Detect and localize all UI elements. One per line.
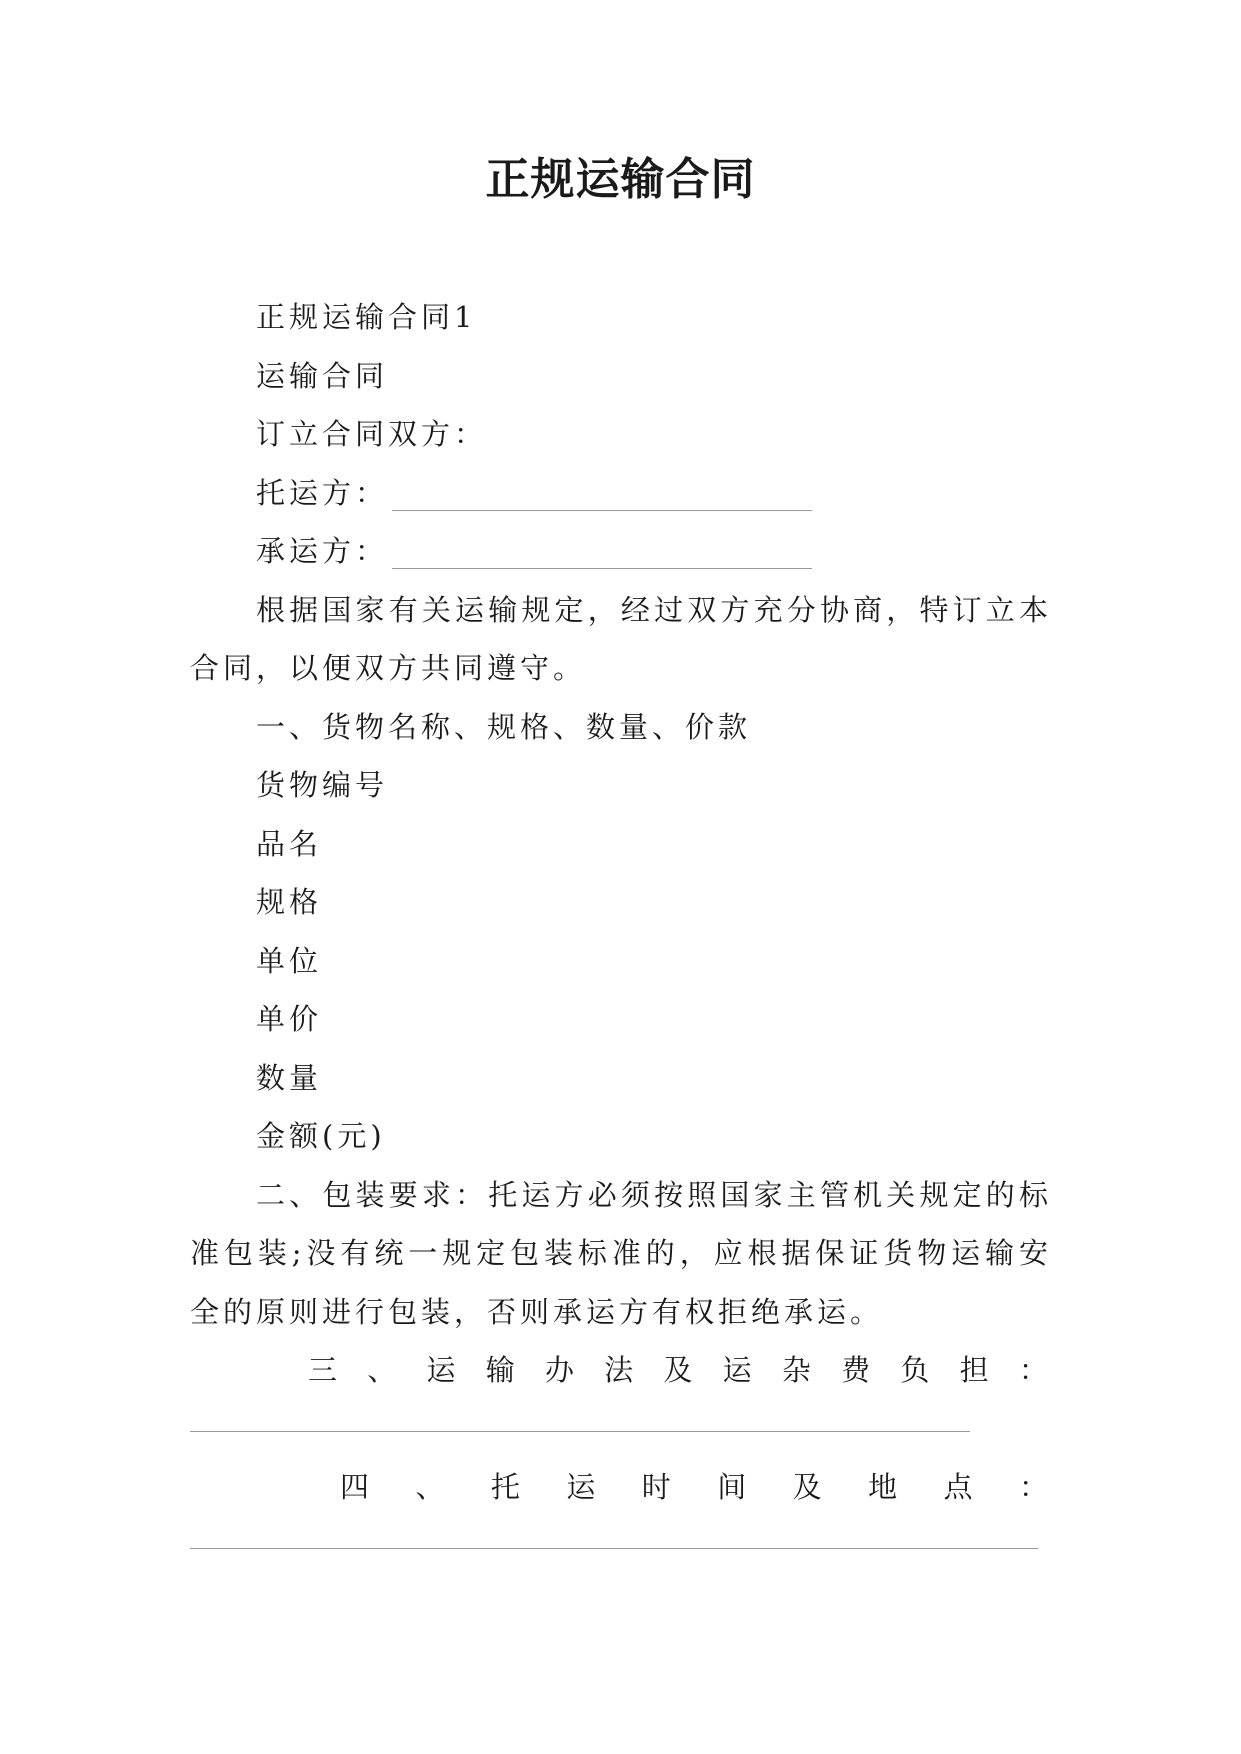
intro-paragraph: 根据国家有关运输规定，经过双方充分协商，特订立本合同，以便双方共同遵守。 [190, 592, 1052, 685]
section-3-blank[interactable] [190, 1400, 1052, 1459]
sec4-char: 、 [415, 1470, 449, 1504]
sec4-char: ： [1018, 1470, 1052, 1504]
sec4-char: 点 [943, 1470, 977, 1504]
heading-transport-contract: 运输合同 [256, 358, 389, 393]
sec4-char: 及 [792, 1470, 826, 1504]
sec3-char: 杂 [781, 1353, 815, 1387]
carrier-label: 承运方： [256, 534, 389, 568]
sec3-char: 、 [367, 1353, 401, 1387]
parties-label: 订立合同双方： [256, 417, 488, 451]
sec3-char: 担 [959, 1353, 993, 1387]
heading-contract-1: 正规运输合同1 [256, 300, 477, 334]
carrier-blank[interactable] [392, 538, 812, 569]
section-4-blank[interactable] [190, 1517, 1052, 1576]
sec3-char: 运 [426, 1353, 460, 1387]
item-price-label: 单价 [256, 1002, 323, 1036]
item-quantity-label: 数量 [256, 1060, 323, 1095]
sec3-char: 及 [663, 1353, 697, 1387]
document-title: 正规运输合同 [485, 154, 756, 205]
section-2-paragraph: 二、包装要求：托运方必须按照国家主管机关规定的标准包装;没有统一规定包装标准的，应根据保证货物运输安全的原则进行包装，否则承运方有权拒绝承运。 [190, 1177, 1052, 1329]
sec3-char: 三 [308, 1353, 342, 1387]
sec3-char: ： [1018, 1353, 1052, 1387]
item-number-label: 货物编号 [256, 768, 389, 802]
sec4-char: 托 [490, 1470, 524, 1504]
section-4-heading [190, 1458, 1052, 1517]
section-3-heading [190, 1341, 1052, 1400]
shipper-line [190, 464, 1052, 523]
item-spec-label: 规格 [256, 885, 323, 919]
item-name-label: 品名 [256, 826, 323, 861]
sec3-char: 法 [604, 1353, 638, 1387]
sec3-char: 运 [722, 1353, 756, 1387]
document-body [190, 288, 1052, 1575]
sec3-char: 负 [900, 1353, 934, 1387]
sec4-char: 间 [717, 1470, 751, 1504]
section-1-heading: 一、货物名称、规格、数量、价款 [256, 709, 752, 744]
sec3-char: 费 [841, 1353, 875, 1387]
sec4-char: 地 [868, 1470, 902, 1504]
sec4-char: 时 [641, 1470, 675, 1504]
sec4-char: 运 [566, 1470, 600, 1504]
sec3-char: 办 [544, 1353, 578, 1387]
shipper-blank[interactable] [392, 480, 812, 511]
item-unit-label: 单位 [256, 943, 323, 978]
carrier-line [190, 522, 1052, 581]
item-amount-label: 金额(元) [256, 1119, 386, 1153]
sec3-char: 输 [485, 1353, 519, 1387]
sec4-char: 四 [340, 1470, 374, 1504]
shipper-label: 托运方： [256, 475, 389, 510]
